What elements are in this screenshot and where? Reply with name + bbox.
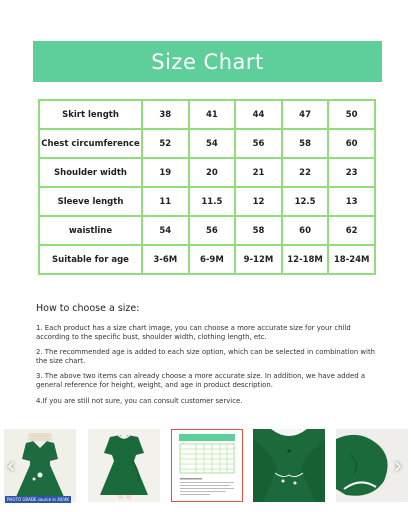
table-cell: 50	[328, 100, 375, 129]
size-guide-paragraph: 1. Each product has a size chart image, you can choose a more accurate size for your child according to the specific bust, shoulder width, clothing length, etc.	[36, 324, 351, 341]
size-guide-paragraph: 4.If you are still not sure, you can consult customer service.	[36, 396, 243, 405]
table-cell: 56	[189, 216, 236, 245]
thumb-size-chart[interactable]	[171, 429, 243, 502]
table-cell: 18-24M	[328, 245, 375, 274]
size-guide-paragraph: 3. The above two items can already choose a more accurate size. In addition, we have added a general reference for height, weight, and age in product description.	[36, 372, 366, 389]
gallery-prev-arrow[interactable]	[4, 452, 18, 480]
table-cell: 60	[282, 216, 329, 245]
table-cell: 38	[142, 100, 189, 129]
size-guide-paragraph: 2. The recommended age is added to each size option, which can be selected in combination with the size chart.	[36, 348, 376, 365]
photo-grade-badge: PHOTO GRADE source in 4X/4K	[7, 497, 70, 502]
table-cell: 54	[142, 216, 189, 245]
table-cell: 41	[189, 100, 236, 129]
row-label: Sleeve length	[39, 187, 142, 216]
table-cell: 58	[235, 216, 282, 245]
table-cell: 19	[142, 158, 189, 187]
table-cell: 11	[142, 187, 189, 216]
table-row	[39, 216, 375, 245]
size-guide	[36, 303, 381, 412]
table-row	[39, 100, 375, 129]
size-chart-title: Size Chart	[151, 49, 264, 74]
table-row	[39, 158, 375, 187]
table-cell: 12	[235, 187, 282, 216]
row-label: Shoulder width	[39, 158, 142, 187]
table-cell: 11.5	[189, 187, 236, 216]
thumbnail-strip	[0, 429, 411, 504]
table-cell: 54	[189, 129, 236, 158]
table-cell: 58	[282, 129, 329, 158]
table-row	[39, 129, 375, 158]
row-label: Skirt length	[39, 100, 142, 129]
row-label: Chest circumference	[39, 129, 142, 158]
table-cell: 22	[282, 158, 329, 187]
thumb-dress-detail[interactable]	[253, 429, 325, 502]
table-cell: 13	[328, 187, 375, 216]
table-cell: 20	[189, 158, 236, 187]
chevron-right-icon: ›	[393, 453, 403, 479]
table-cell: 6-9M	[189, 245, 236, 274]
table-cell: 12-18M	[282, 245, 329, 274]
table-cell: 21	[235, 158, 282, 187]
thumb-dress-back[interactable]	[88, 429, 160, 502]
size-chart-table	[38, 99, 376, 275]
chevron-left-icon: ‹	[6, 453, 16, 479]
size-chart-banner	[33, 41, 382, 82]
table-cell: 52	[142, 129, 189, 158]
gallery-next-arrow[interactable]	[391, 452, 405, 480]
row-label: waistline	[39, 216, 142, 245]
table-cell: 56	[235, 129, 282, 158]
table-cell: 3-6M	[142, 245, 189, 274]
table-cell: 9-12M	[235, 245, 282, 274]
size-chart-thumb-image	[172, 430, 242, 501]
table-cell: 62	[328, 216, 375, 245]
table-cell: 44	[235, 100, 282, 129]
table-cell: 47	[282, 100, 329, 129]
table-row	[39, 245, 375, 274]
table-cell: 12.5	[282, 187, 329, 216]
table-row	[39, 187, 375, 216]
row-label: Suitable for age	[39, 245, 142, 274]
dress-back-image	[88, 429, 160, 502]
table-cell: 23	[328, 158, 375, 187]
size-guide-title: How to choose a size:	[36, 303, 140, 314]
dress-detail-image	[253, 429, 325, 502]
table-cell: 60	[328, 129, 375, 158]
